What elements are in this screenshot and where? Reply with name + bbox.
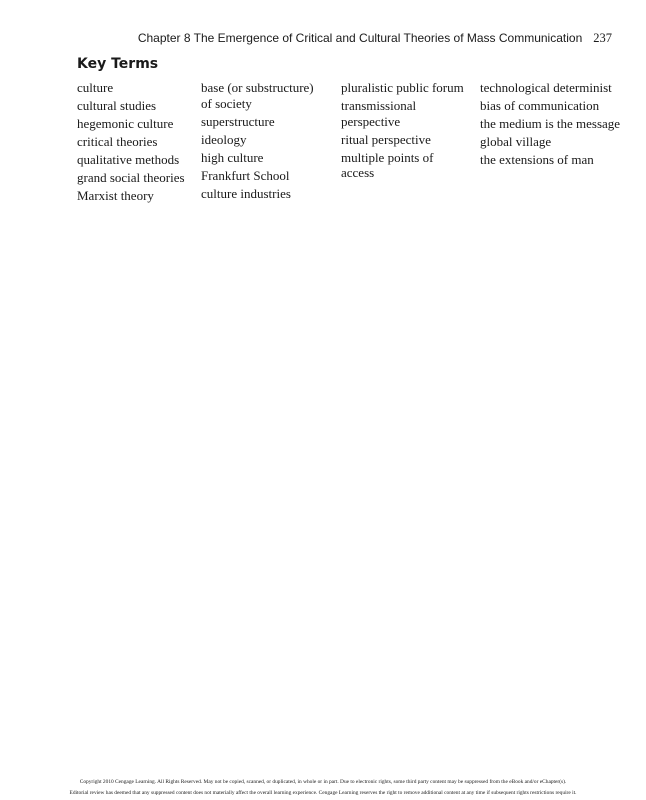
key-term: transmissional perspective — [341, 98, 417, 129]
key-term: high culture — [201, 149, 264, 165]
key-terms-column-3 — [341, 80, 469, 183]
key-term: qualitative methods — [77, 152, 180, 167]
key-term: Frankfurt School — [201, 167, 290, 183]
key-term: bias of communication — [480, 98, 600, 113]
key-term: ritual perspective — [341, 131, 431, 147]
key-term: critical theories — [77, 134, 158, 149]
key-term: global village — [480, 134, 552, 149]
key-term: multiple points of access — [341, 149, 434, 180]
key-term: cultural studies — [77, 98, 157, 113]
key-term: the medium is the message — [480, 116, 621, 131]
key-term: base (or substructure) of society — [201, 80, 314, 111]
key-term: ideology — [201, 131, 247, 147]
key-term: culture — [77, 80, 114, 95]
copyright-notice: Copyright 2010 Cengage Learning. All Rights Reserved. May not be copied, scanned, or duplicated, in whole or in part. Due to electronic rights, some third party content may be suppressed from the eBook and/or eChapter(s). — [79, 779, 567, 785]
key-term: pluralistic public forum — [341, 80, 464, 95]
editorial-notice: Editorial review has deemed that any suppressed content does not materially affect the overall learning experience. Cengage Learning reserves the right to remove additional content at any time if subsequent rights restrictions require it. — [69, 790, 577, 796]
key-term: culture industries — [201, 185, 291, 201]
running-title: Chapter 8 The Emergence of Critical and Cultural Theories of Mass Communication — [137, 31, 583, 45]
key-term: technological determinist — [480, 80, 612, 95]
key-terms-column-4 — [480, 80, 630, 170]
key-term: the extensions of man — [480, 152, 594, 167]
key-terms-column-2 — [201, 80, 327, 204]
key-term: grand social theories — [77, 170, 185, 185]
key-terms-heading: Key Terms — [77, 56, 159, 72]
key-term: hegemonic culture — [77, 116, 174, 131]
key-term: Marxist theory — [77, 188, 154, 203]
key-terms-column-1 — [77, 80, 197, 206]
key-term: superstructure — [201, 113, 275, 129]
page-number: 237 — [593, 31, 612, 45]
running-head — [0, 31, 612, 45]
